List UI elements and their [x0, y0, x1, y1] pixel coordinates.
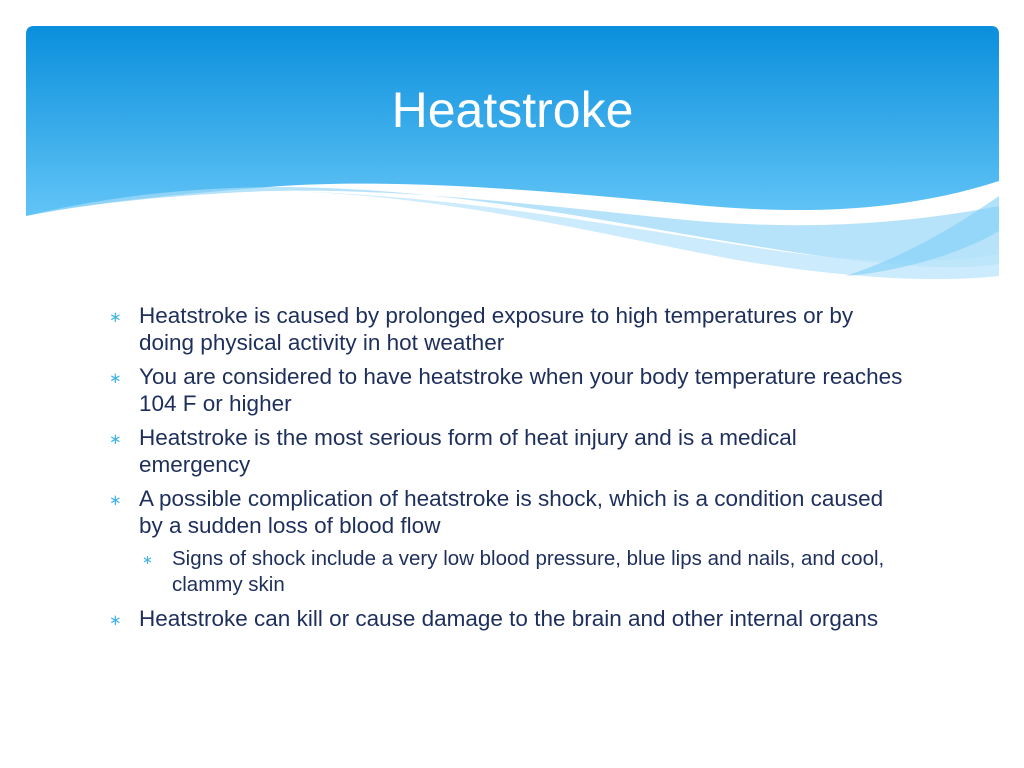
bullet-list — [106, 302, 906, 639]
bullet-marker-icon: ∗ — [109, 309, 122, 326]
header-banner — [26, 26, 999, 296]
sub-bullet-text: Signs of shock include a very low blood pressure, blue lips and nails, and cool, clammy skin — [172, 547, 885, 596]
slide-title: Heatstroke — [391, 82, 634, 138]
bullet-item — [106, 302, 906, 356]
bullet-marker-icon: ∗ — [109, 492, 122, 509]
header-wave-graphic — [26, 26, 999, 296]
bullet-text: A possible complication of heatstroke is shock, which is a condition caused by a sudden loss of blood flow — [139, 486, 884, 538]
bullet-item — [106, 485, 906, 539]
bullet-marker-icon: ∗ — [109, 431, 122, 448]
bullet-text: Heatstroke can kill or cause damage to the brain and other internal organs — [139, 606, 879, 631]
bullet-item — [106, 363, 906, 417]
bullet-item — [106, 605, 906, 632]
sub-bullet-marker-icon: ∗ — [142, 552, 153, 567]
sub-bullet-item — [139, 546, 906, 598]
bullet-marker-icon: ∗ — [109, 612, 122, 629]
bullet-item — [106, 424, 906, 478]
bullet-marker-icon: ∗ — [109, 370, 122, 387]
bullet-text: Heatstroke is caused by prolonged exposure to high temperatures or by doing physical activity in hot weather — [139, 303, 854, 355]
bullet-text: Heatstroke is the most serious form of heat injury and is a medical emergency — [139, 425, 797, 477]
bullet-text: You are considered to have heatstroke when your body temperature reaches 104 F or higher — [139, 364, 903, 416]
